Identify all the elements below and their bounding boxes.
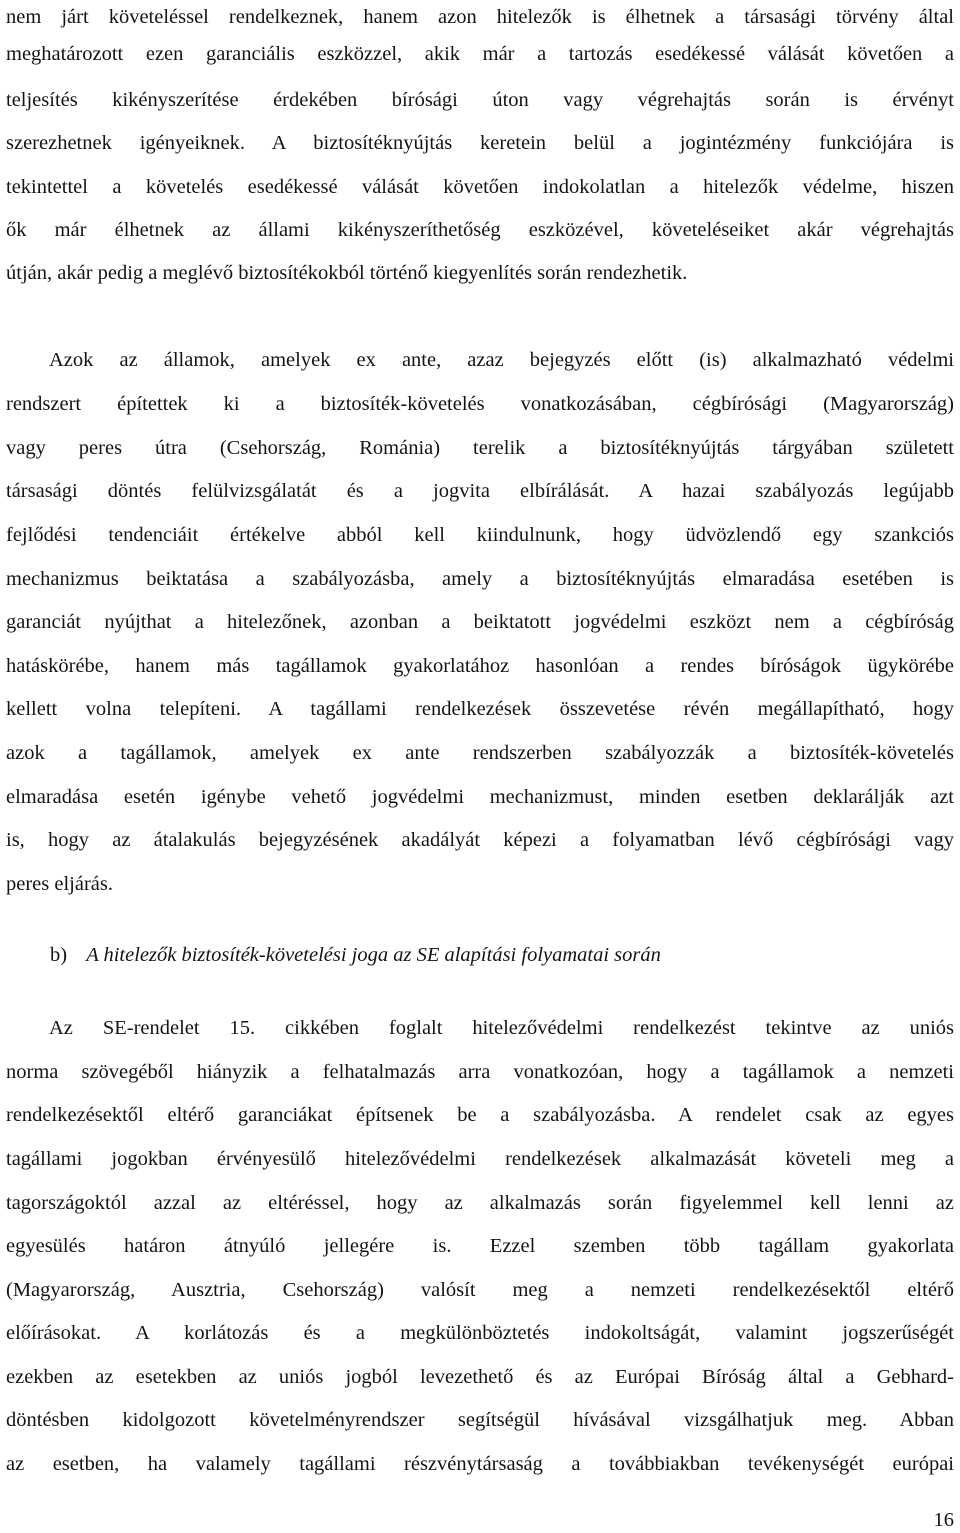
text-line: vagy peres útra (Csehország, Románia) terelik a biztosítéknyújtás tárgyában született <box>6 437 954 459</box>
text-line: rendszert építettek ki a biztosíték-követelés vonatkozásában, cégbírósági (Magyarország) <box>6 393 954 415</box>
text-line: Az SE-rendelet 15. cikkében foglalt hitelezővédelmi rendelkezést tekintve az uniós <box>49 1017 954 1039</box>
text-line: meghatározott ezen garanciális eszközzel, akik már a tartozás esedékessé válását követően a <box>6 43 954 65</box>
text-line: Azok az államok, amelyek ex ante, azaz bejegyzés előtt (is) alkalmazható védelmi <box>49 349 954 371</box>
text-line: is, hogy az átalakulás bejegyzésének akadályát képezi a folyamatban lévő cégbírósági vagy <box>6 829 954 851</box>
text-line: teljesítés kikényszerítése érdekében bírósági úton vagy végrehajtás során is érvényt <box>6 89 954 111</box>
text-line: egyesülés határon átnyúló jellegére is. Ezzel szemben több tagállam gyakorlata <box>6 1235 954 1257</box>
text-line: kellett volna telepíteni. A tagállami rendelkezések összevetése révén megállapítható, hogy <box>6 698 954 720</box>
text-line: az esetben, ha valamely tagállami részvénytársaság a továbbiakban tevékenységét európai <box>6 1453 954 1475</box>
text-line: peres eljárás. <box>6 873 113 895</box>
section-marker: b) <box>50 944 68 966</box>
text-line: ők már élhetnek az állami kikényszeríthetőség eszközével, követeléseiket akár végrehajtás <box>6 219 954 241</box>
text-line: tekintettel a követelés esedékessé válását követően indokolatlan a hitelezők védelme, hiszen <box>6 176 954 198</box>
text-line: ezekben az esetekben az uniós jogból levezethető és az Európai Bíróság által a Gebhard- <box>6 1366 954 1388</box>
text-line: mechanizmus beiktatása a szabályozásba, amely a biztosítéknyújtás elmaradása esetében is <box>6 568 954 590</box>
text-line: társasági döntés felülvizsgálatát és a jogvita elbírálását. A hazai szabályozás legújabb <box>6 480 954 502</box>
text-line: elmaradása esetén igénybe vehető jogvédelmi mechanizmust, minden esetben deklarálják azt <box>6 786 954 808</box>
text-line: (Magyarország, Ausztria, Csehország) valósít meg a nemzeti rendelkezésektől eltérő <box>6 1279 954 1301</box>
text-line: garanciát nyújthat a hitelezőnek, azonban a beiktatott jogvédelmi eszközt nem a cégbíróság <box>6 611 954 633</box>
text-line: szerezhetnek igényeiknek. A biztosítéknyújtás keretein belül a jogintézmény funkciójára is <box>6 132 954 154</box>
text-line: fejlődési tendenciáit értékelve abból kell kiindulnunk, hogy üdvözlendő egy szankciós <box>6 524 954 546</box>
text-line: hatáskörébe, hanem más tagállamok gyakorlatához hasonlóan a rendes bíróságok ügykörébe <box>6 655 954 677</box>
section-heading <box>50 940 661 970</box>
section-title: A hitelezők biztosíték-követelési joga az SE alapítási folyamatai során <box>86 944 661 966</box>
text-line: nem járt követeléssel rendelkeznek, hanem azon hitelezők is élhetnek a társasági törvény által <box>6 6 954 28</box>
page-number: 16 <box>933 1509 954 1531</box>
text-line: norma szövegéből hiányzik a felhatalmazás arra vonatkozóan, hogy a tagállamok a nemzeti <box>6 1061 954 1083</box>
text-line: döntésben kidolgozott követelményrendszer segítségül hívásával vizsgálhatjuk meg. Abban <box>6 1409 954 1431</box>
text-line: tagállami jogokban érvényesülő hitelezővédelmi rendelkezések alkalmazását követeli meg a <box>6 1148 954 1170</box>
text-line: azok a tagállamok, amelyek ex ante rendszerben szabályozzák a biztosíték-követelés <box>6 742 954 764</box>
text-line: útján, akár pedig a meglévő biztosítékokból történő kiegyenlítés során rendezhetik. <box>6 262 688 284</box>
text-line: előírásokat. A korlátozás és a megkülönböztetés indokoltságát, valamint jogszerűségét <box>6 1322 954 1344</box>
text-line: tagországoktól azzal az eltéréssel, hogy az alkalmazás során figyelemmel kell lenni az <box>6 1192 954 1214</box>
text-line: rendelkezésektől eltérő garanciákat építsenek be a szabályozásba. A rendelet csak az egyes <box>6 1104 954 1126</box>
